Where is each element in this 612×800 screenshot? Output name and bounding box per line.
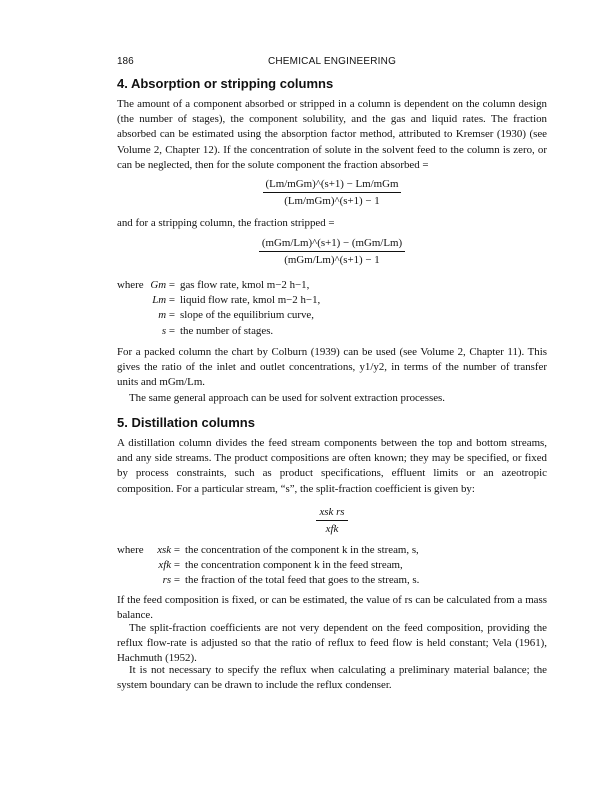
definition-row: xfk = the concentration component k in the feed stream, [117, 558, 547, 573]
definition-meaning: the concentration component k in the feed stream, [185, 559, 403, 572]
definition-symbol: xsk [157, 544, 172, 556]
section-5-paragraph-2: If the feed composition is fixed, or can be estimated, the value of rs can be calculated from a mass balance. [117, 594, 547, 622]
fraction-absorbed-numerator: (Lm/mGm)^(s+1) − Lm/mGm [263, 178, 402, 193]
definition-row: where Gm = gas flow rate, kmol m−2 h−1, [117, 278, 547, 293]
definition-symbol: Lm [152, 294, 167, 307]
page-number: 186 [117, 56, 134, 67]
fraction-absorbed-denominator: (Lm/mGm)^(s+1) − 1 [284, 195, 380, 207]
definition-symbol: m [158, 309, 167, 322]
definition-row: s = the number of stages. [117, 324, 547, 339]
section-5-paragraph-1: A distillation column divides the feed stream components between the top and bottom streams, and any side streams. The product compositions are often known; they may be specified, or fixed by process constraints, such as product specifications, effluent limits or an azeotropic composition. For a particular stream, “s”, the split-fraction coefficient is given by: [117, 437, 547, 495]
definition-meaning: the number of stages. [180, 324, 274, 337]
section-4-paragraph-1: The amount of a component absorbed or stripped in a column is dependent on the column design (the number of stages), the component solubility, and the gas and liquid rates. The fraction absorbed can be estimated using the absorption factor method, attributed to Kremser (1930) (see Volume 2, Chapter 12). If the concentration of solute in the solvent feed to the column is zero, or can be neglected, then for the solute component the fraction absorbed = [117, 98, 547, 171]
section-5-definitions [117, 543, 547, 589]
definition-meaning: liquid flow rate, kmol m−2 h−1, [180, 294, 321, 307]
fraction-stripped-denominator: (mGm/Lm)^(s+1) − 1 [284, 254, 380, 266]
fraction-absorbed-equation [117, 178, 547, 207]
definition-meaning: the fraction of the total feed that goes to the stream, s. [185, 574, 420, 587]
definition-symbol: s [161, 324, 167, 337]
running-header [117, 56, 547, 70]
section-5-paragraph-4: It is not necessary to specify the reflux when calculating a preliminary material balance; the system boundary can be drawn to include the reflux condenser. [117, 664, 547, 692]
section-5-paragraph-3: The split-fraction coefficients are not very dependent on the feed composition, providing the reflux flow-rate is adjusted so that the ratio of reflux to feed flow is held constant; Vela (1961), Hachmuth (1952). [117, 622, 547, 665]
definition-row: rs = the fraction of the total feed that goes to the stream, s. [117, 573, 547, 588]
section-4-definitions [117, 278, 547, 339]
fraction-stripped-numerator: (mGm/Lm)^(s+1) − (mGm/Lm) [259, 237, 405, 252]
where-label: where [117, 279, 144, 291]
split-fraction-numerator: xsk rs [316, 506, 347, 521]
definition-meaning: slope of the equilibrium curve, [180, 309, 314, 322]
fraction-stripped-equation [117, 237, 547, 266]
split-fraction-denominator: xfk [325, 523, 339, 535]
running-title: CHEMICAL ENGINEERING [267, 56, 397, 67]
where-label: where [117, 544, 144, 556]
section-4-heading: 4. Absorption or stripping columns [117, 76, 334, 91]
section-5-heading: 5. Distillation columns [117, 415, 255, 430]
section-4-paragraph-2: For a packed column the chart by Colburn (1939) can be used (see Volume 2, Chapter 11). This gives the ratio of the inlet and outlet concentrations, y1/y2, in terms of the number of transfer units and mGm/Lm. [117, 346, 547, 389]
definition-row: m = slope of the equilibrium curve, [117, 308, 547, 323]
definition-row: where xsk = the concentration of the component k in the stream, s, [117, 543, 547, 558]
definition-meaning: gas flow rate, kmol m−2 h−1, [180, 279, 310, 291]
definition-meaning: the concentration of the component k in the stream, s, [185, 544, 419, 556]
stripping-intro: and for a stripping column, the fraction stripped = [117, 217, 335, 229]
definition-row: Lm = liquid flow rate, kmol m−2 h−1, [117, 293, 547, 308]
definition-symbol: xfk [158, 559, 172, 572]
definition-symbol: Gm [150, 279, 167, 291]
section-4-paragraph-3: The same general approach can be used for solvent extraction processes. [129, 392, 445, 404]
split-fraction-equation [117, 506, 547, 535]
definition-symbol: rs [162, 574, 172, 587]
